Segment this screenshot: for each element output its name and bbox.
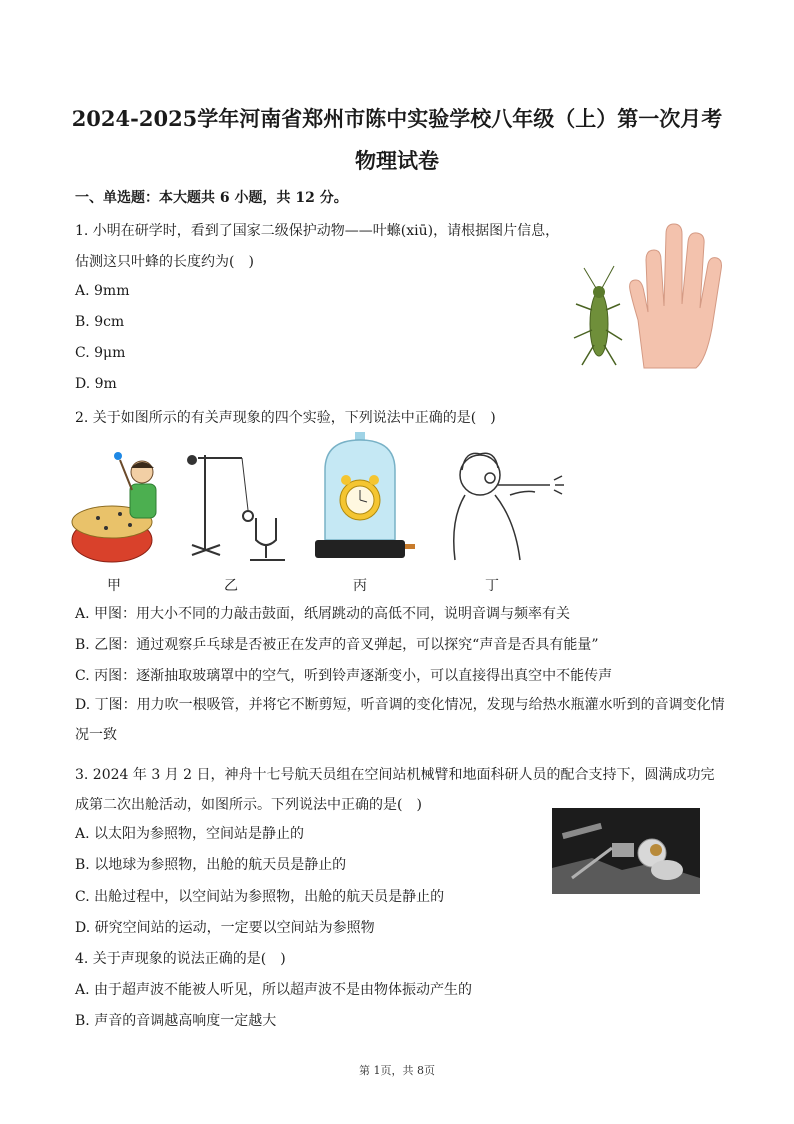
q1-stem-line2: 估测这只叶蜂的长度约为( ) [75, 254, 254, 270]
exam-title-line2: 物理试卷 [355, 148, 439, 173]
q4-option-a: A. 由于超声波不能被人听见，所以超声波不是由物体振动产生的 [75, 982, 473, 998]
q2-option-c: C. 丙图：逐渐抽取玻璃罩中的空气，听到铃声逐渐变小，可以直接得出真空中不能传声 [75, 668, 613, 684]
q3-stem: 3. 2024 年 3 月 2 日，神舟十七号航天员组在空间站机械臂和地面科研人员的配合支持下，圆满成功完成第二次出舱活动，如图所示。下列说法中正确的是( ) [75, 767, 715, 813]
bell-jar-icon [315, 432, 415, 558]
q1-option-c: C. 9μm [75, 345, 126, 361]
insect-icon [574, 266, 622, 365]
tuning-fork-icon [188, 455, 285, 560]
straw-man-icon [454, 453, 564, 560]
q3-option-c: C. 出舱过程中，以空间站为参照物，出舱的航天员是静止的 [75, 889, 445, 905]
sound-experiments-image [70, 430, 580, 570]
figure-label-bing: 丙 [353, 578, 367, 594]
figure-label-ding: 丁 [485, 578, 499, 594]
q1-option-b: B. 9cm [75, 314, 125, 330]
page-footer: 第 1页，共 8页 [359, 1064, 435, 1077]
q1-option-a: A. 9mm [75, 283, 130, 299]
q2-stem: 2. 关于如图所示的有关声现象的四个实验，下列说法中正确的是( ) [75, 410, 496, 426]
insect-and-hand-image [566, 220, 726, 370]
exam-title-line1: 2024-2025学年河南省郑州市陈中实验学校八年级（上）第一次月考 [71, 106, 723, 131]
q2-option-b: B. 乙图：通过观察乒乓球是否被正在发声的音叉弹起，可以探究“声音是否具有能量” [75, 637, 599, 653]
q2-option-a: A. 甲图：用大小不同的力敲击鼓面，纸屑跳动的高低不同，说明音调与频率有关 [75, 606, 571, 622]
q4-option-b: B. 声音的音调越高响度一定越大 [75, 1013, 277, 1029]
astronaut-spacewalk-image [552, 808, 700, 894]
q2-option-d: D. 丁图：用力吹一根吸管，并将它不断剪短，听音调的变化情况，发现与给热水瓶灌水听到的音调变化情况一致 [75, 697, 725, 743]
figure-label-jia: 甲 [107, 578, 121, 594]
section-heading: 一、单选题：本大题共 6 小题，共 12 分。 [75, 190, 348, 206]
q1-stem-line1: 1. 小明在研学时，看到了国家二级保护动物——叶螩(xiū)，请根据图片信息， [75, 223, 560, 239]
q3-option-a: A. 以太阳为参照物，空间站是静止的 [75, 826, 305, 842]
q1-option-d: D. 9m [75, 376, 117, 392]
hand-icon [630, 224, 722, 368]
drum-child-icon [72, 452, 156, 562]
q3-option-b: B. 以地球为参照物，出舱的航天员是静止的 [75, 857, 347, 873]
q3-option-d: D. 研究空间站的运动，一定要以空间站为参照物 [75, 920, 375, 936]
q4-stem: 4. 关于声现象的说法正确的是( ) [75, 951, 286, 967]
figure-label-yi: 乙 [224, 578, 238, 594]
